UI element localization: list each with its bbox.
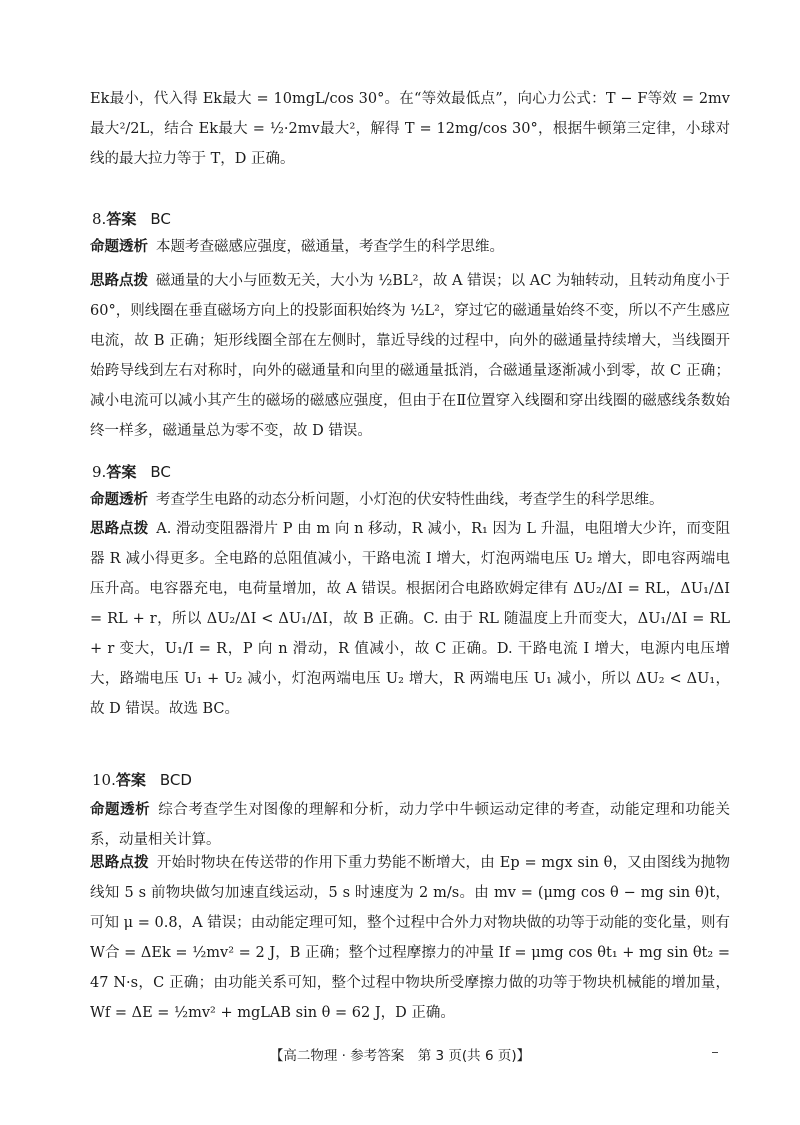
q10-intent-label: 命题透析 (90, 802, 151, 818)
q10-hint (90, 848, 730, 1028)
q9-intent (90, 485, 730, 515)
q9-answer: BC (150, 463, 171, 481)
q8-intent (90, 232, 730, 262)
q10-intent-text: 综合考查学生对图像的理解和分析，动力学中牛顿运动定律的考查，动能定理和功能关系，动量相关计算。 (90, 802, 731, 848)
q10-intent (90, 795, 730, 855)
q9-answer-label: 答案 (106, 463, 137, 481)
q10-number: 10. (92, 771, 116, 789)
q9-answer-line (92, 458, 171, 486)
q10-answer: BCD (159, 771, 192, 789)
q9-number: 9. (92, 463, 107, 481)
q9-hint (90, 514, 730, 724)
q9-hint-text: A. 滑动变阻器滑片 P 由 m 向 n 移动，R 减小，R₁ 因为 L 升温，电阻增大少许，而变阻器 R 减小得更多。全电路的总阻值减小，干路电流 I 增大，灯泡两端电压 U₂ 增大，即电容两端电压升高。电容器充电，电荷量增加，故 A 错误。根据闭合电路欧姆定律有 ΔU₂/ΔI = RL，ΔU₁/ΔI = RL + r，所以 ΔU₂/ΔI < ΔU₁/ΔI，故 B 正确。C. 由于 RL 随温度上升而变大，ΔU₁/ΔI = RL + r 变大，U₁/I = R，P 向 n 滑动，R 值减小，故 C 正确。D. 干路电流 I 增大，电源内电压增大，路端电压 U₁ + U₂ 减小，灯泡两端电压 U₂ 增大，R 两端电压 U₁ 减小，所以 ΔU₂ < ΔU₁，故 D 错误。故选 BC。 (90, 521, 730, 717)
q10-answer-label: 答案 (115, 771, 146, 789)
q10-hint-text: 开始时物块在传送带的作用下重力势能不断增大，由 Ep = mgx sin θ，又由图线为抛物线知 5 s 前物块做匀加速直线运动，5 s 时速度为 2 m/s。由 mv = (μmg cos θ − mg sin θ)t，可知 μ = 0.8，A 错误；由动能定理可知，整个过程中合外力对物块做的功等于动能的变化量，则有 W合 = ΔEk = ½mv² = 2 J，B 正确；整个过程摩擦力的冲量 If = μmg cos θt₁ + mg sin θt₂ = 47 N·s，C 正确；由功能关系可知，整个过程中物块所受摩擦力做的功等于物块机械能的增加量，Wf = ΔE = ½mv² + mgLAB sin θ = 62 J，D 正确。 (90, 855, 730, 1021)
q10-answer-line (92, 766, 192, 794)
q8-intent-label: 命题透析 (90, 239, 148, 255)
q9-hint-label: 思路点拨 (90, 521, 149, 537)
corner-mark (712, 1052, 718, 1053)
q8-answer-line (92, 205, 171, 233)
q9-intent-label: 命题透析 (90, 492, 148, 508)
q8-intent-text: 本题考查磁感应强度，磁通量，考查学生的科学思维。 (156, 239, 504, 255)
q10-hint-label: 思路点拨 (90, 855, 149, 871)
continuation-paragraph: Ek最小，代入得 Ek最大 = 10mgL/cos 30°。在“等效最低点”，向心力公式：T − F等效 = 2mv最大²/2L，结合 Ek最大 = ½·2mv最大²，解得 T = 12mg/cos 30°，根据牛顿第三定律，小球对线的最大拉力等于 T，D 正确。 (90, 91, 730, 167)
q8-hint-text: 磁通量的大小与匝数无关，大小为 ½BL²，故 A 错误；以 AC 为轴转动，且转动角度小于 60°，则线圈在垂直磁场方向上的投影面积始终为 ½L²，穿过它的磁通量始终不变，所以不产生感应电流，故 B 正确；矩形线圈全部在左侧时，靠近导线的过程中，向外的磁通量持续增大，当线圈开始跨导线到左右对称时，向外的磁通量和向里的磁通量抵消，合磁通量逐渐减小到零，故 C 正确；减小电流可以减小其产生的磁场的磁感应强度，但由于在Ⅱ位置穿入线圈和穿出线圈的磁感线条数始终一样多，磁通量总为零不变，故 D 错误。 (90, 273, 731, 439)
q8-answer: BC (150, 210, 171, 228)
q8-answer-label: 答案 (106, 210, 137, 228)
q8-hint-label: 思路点拨 (90, 273, 149, 289)
q8-number: 8. (92, 210, 107, 228)
q8-hint (90, 266, 730, 446)
q9-intent-text: 考查学生电路的动态分析问题，小灯泡的伏安特性曲线，考查学生的科学思维。 (156, 492, 664, 508)
page-footer: 【高二物理 · 参考答案 第 3 页(共 6 页)】 (269, 1048, 531, 1064)
